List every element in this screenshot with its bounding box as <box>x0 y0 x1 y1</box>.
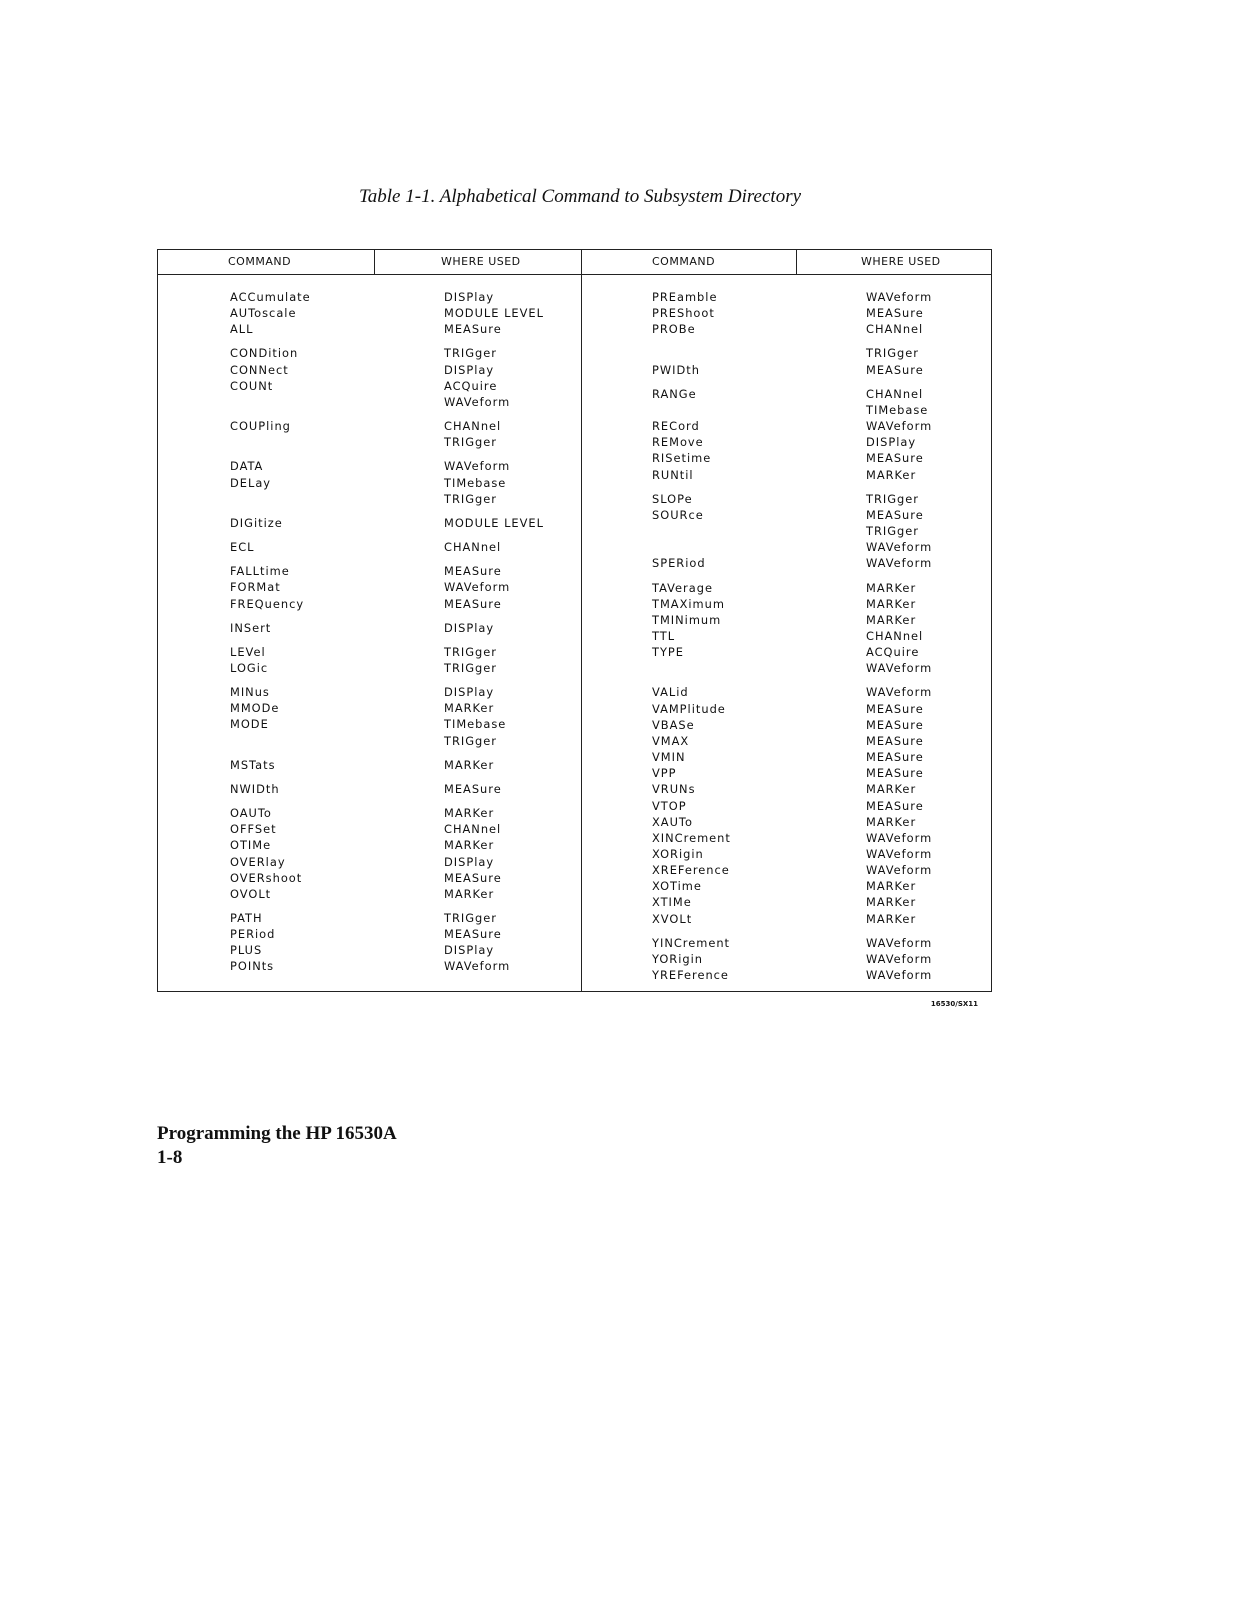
where-used-entry: TRIGger <box>444 435 497 450</box>
command-entry: PROBe <box>652 322 696 337</box>
command-entry: XORigin <box>652 847 704 861</box>
where-used-entry: TIMebase <box>444 717 507 732</box>
command-directory-table <box>157 249 992 992</box>
command-entry: OVOLt <box>230 886 272 901</box>
command-entry <box>652 539 731 555</box>
command-entry: DELay <box>230 475 272 490</box>
where-used-entry: CHANnel <box>444 540 502 555</box>
where-used-entry: WAVeform <box>866 863 933 878</box>
where-used-entry: MARKer <box>444 886 495 901</box>
where-used-entry: MARKer <box>444 806 495 821</box>
where-used-entry: MEASure <box>866 306 924 321</box>
where-used-entry: ACQuire <box>866 645 920 660</box>
where-used-entry: MARKer <box>866 911 917 926</box>
command-entry: PLUS <box>230 943 263 958</box>
command-entry: COUNt <box>230 378 274 393</box>
where-used-entry: TIMebase <box>866 402 929 417</box>
where-used-entry: MEASure <box>444 927 502 942</box>
command-entry: AUToscale <box>230 306 297 321</box>
where-used-entry: MEASure <box>866 451 924 466</box>
command-entry: ALL <box>230 322 254 337</box>
where-used-entry: CHANnel <box>866 386 924 401</box>
where-used-entry: MEASure <box>444 596 502 611</box>
where-used-entry: WAVeform <box>866 935 933 950</box>
command-entry: XAUTo <box>652 814 693 829</box>
where-used-entry: MARKer <box>866 814 917 829</box>
command-entry: FREQuency <box>230 596 305 611</box>
command-entry: OAUTo <box>230 806 272 821</box>
command-entry: VMAX <box>652 733 690 748</box>
where-used-entry: TIMebase <box>444 475 507 490</box>
command-entry: VTOP <box>652 798 687 813</box>
command-entry: CONNect <box>230 362 289 377</box>
command-entry <box>230 434 311 450</box>
where-used-entry: MEASure <box>866 701 924 716</box>
where-used-entry: CHANnel <box>866 322 924 337</box>
where-used-entry: MEASure <box>866 733 924 748</box>
where-used-entry: MEASure <box>444 564 502 579</box>
command-entry: OVERshoot <box>230 870 303 885</box>
where-used-entry: MEASure <box>444 870 502 885</box>
where-used-entry: WAVeform <box>866 290 933 304</box>
command-entry: VRUNs <box>652 782 696 797</box>
where-used-entry: WAVeform <box>866 685 933 700</box>
header-divider <box>374 250 375 274</box>
where-used-entry: TRIGger <box>444 660 497 675</box>
table-caption: Table 1-1. Alphabetical Command to Subsystem Directory <box>358 186 802 207</box>
where-used-entry: DISPlay <box>444 854 495 869</box>
where-used-entry: WAVeform <box>866 847 933 861</box>
command-entry: MSTats <box>230 757 276 772</box>
where-used-entry: WAVeform <box>444 459 511 474</box>
command-entry: VBASe <box>652 717 695 732</box>
command-entry: VAMPlitude <box>652 701 726 716</box>
where-used-entry: MEASure <box>444 322 502 337</box>
where-used-entry: MARKer <box>866 895 917 910</box>
where-used-entry: WAVeform <box>866 540 933 555</box>
where-used-entry: MODULE LEVEL <box>444 306 544 321</box>
where-used-entry: MARKer <box>444 757 495 772</box>
command-entry: XTIMe <box>652 895 692 910</box>
command-entry: XOTime <box>652 879 702 894</box>
command-entry: OFFSet <box>230 822 277 837</box>
command-entry: OVERlay <box>230 854 286 869</box>
command-entry <box>230 491 311 507</box>
command-entry: COUPling <box>230 419 291 434</box>
command-entry: PREShoot <box>652 306 715 321</box>
command-entry: PREamble <box>652 290 718 304</box>
where-used-entry: TRIGger <box>444 911 497 925</box>
command-entry: YINCrement <box>652 935 731 950</box>
header-command-left: COMMAND <box>228 255 292 268</box>
where-used-entry: WAVeform <box>444 580 511 595</box>
header-divider <box>796 250 797 274</box>
command-entry <box>230 733 311 749</box>
where-used-entry: MEASure <box>444 781 502 796</box>
where-used-entry: CHANnel <box>444 419 502 434</box>
command-entry: VMIN <box>652 750 686 765</box>
where-used-entry: MEASure <box>866 362 924 377</box>
command-entry: MINus <box>230 685 270 700</box>
command-entry: FALLtime <box>230 564 290 579</box>
where-used-entry: MEASure <box>866 750 924 765</box>
command-entry: RECord <box>652 419 700 434</box>
command-entry: DATA <box>230 459 264 474</box>
command-entry: PATH <box>230 911 263 925</box>
where-used-entry: TRIGger <box>444 733 497 748</box>
where-used-entry: ACQuire <box>444 378 498 393</box>
command-entry: INSert <box>230 620 272 635</box>
command-entry: VPP <box>652 766 677 781</box>
command-entry <box>230 394 311 410</box>
command-entry: SOURce <box>652 507 704 522</box>
header-command-right: COMMAND <box>652 255 716 268</box>
command-entry: RANGe <box>652 386 697 401</box>
where-used-entry: DISPlay <box>866 435 917 450</box>
where-used-entry: MARKer <box>444 701 495 716</box>
command-entry: LOGic <box>230 660 269 675</box>
where-used-entry: DISPlay <box>444 362 495 377</box>
command-entry: TMINimum <box>652 612 722 627</box>
where-used-entry: MARKer <box>444 838 495 853</box>
where-used-entry: MARKer <box>866 782 917 797</box>
where-used-entry: MEASure <box>866 798 924 813</box>
table-header-row <box>158 250 991 275</box>
where-used-entry: CHANnel <box>444 822 502 837</box>
command-entry: LEVel <box>230 644 266 659</box>
command-entry: OTIMe <box>230 838 272 853</box>
command-entry: MODE <box>230 717 269 732</box>
command-entry: ACCumulate <box>230 290 311 304</box>
left-command-column <box>230 289 311 975</box>
where-used-entry: WAVeform <box>444 394 511 409</box>
command-entry: MMODe <box>230 701 280 716</box>
command-entry: TAVerage <box>652 580 713 595</box>
where-used-entry: WAVeform <box>866 830 933 845</box>
where-used-entry: DISPlay <box>444 943 495 958</box>
where-used-entry: MODULE LEVEL <box>444 515 544 530</box>
where-used-entry: WAVeform <box>444 959 511 974</box>
where-used-entry: MARKer <box>866 580 917 595</box>
header-where-used-left: WHERE USED <box>441 255 521 268</box>
where-used-entry: TRIGger <box>866 524 919 539</box>
where-used-entry: TRIGger <box>444 491 497 506</box>
command-entry: RUNtil <box>652 467 694 482</box>
command-entry: SLOPe <box>652 491 693 506</box>
command-entry: SPERiod <box>652 556 706 571</box>
where-used-entry: WAVeform <box>866 556 933 571</box>
command-entry: ECL <box>230 540 255 555</box>
left-where-used-column <box>444 289 544 975</box>
command-entry: REMove <box>652 435 704 450</box>
command-entry: XVOLt <box>652 911 693 926</box>
where-used-entry: DISPlay <box>444 290 495 304</box>
footer-page-number: 1-8 <box>157 1147 183 1168</box>
command-entry: VALid <box>652 685 689 700</box>
where-used-entry: TRIGger <box>866 491 919 506</box>
where-used-entry: MEASure <box>866 766 924 781</box>
where-used-entry: CHANnel <box>866 628 924 643</box>
command-entry: RISetime <box>652 451 712 466</box>
figure-code: 16530/SX11 <box>930 1000 978 1008</box>
right-command-column <box>652 289 731 983</box>
where-used-entry: DISPlay <box>444 685 495 700</box>
page-footer <box>157 1122 397 1170</box>
where-used-entry: TRIGger <box>444 644 497 659</box>
command-entry: XREFerence <box>652 863 730 878</box>
where-used-entry: MEASure <box>866 507 924 522</box>
command-entry: DIGitize <box>230 515 283 530</box>
where-used-entry: WAVeform <box>866 419 933 434</box>
command-entry: XINCrement <box>652 830 731 845</box>
where-used-entry: MARKer <box>866 596 917 611</box>
where-used-entry: WAVeform <box>866 661 933 676</box>
right-where-used-column <box>866 289 932 983</box>
command-entry: FORMat <box>230 580 281 595</box>
center-divider <box>581 250 582 991</box>
footer-title: Programming the HP 16530A <box>157 1123 397 1144</box>
where-used-entry: WAVeform <box>866 951 933 966</box>
where-used-entry: MARKer <box>866 879 917 894</box>
where-used-entry: MARKer <box>866 612 917 627</box>
command-entry <box>652 660 731 676</box>
command-entry: TYPE <box>652 645 684 660</box>
where-used-entry: DISPlay <box>444 620 495 635</box>
command-entry: PWIDth <box>652 362 700 377</box>
command-entry: CONDition <box>230 346 299 361</box>
where-used-entry: TRIGger <box>444 346 497 361</box>
header-where-used-right: WHERE USED <box>861 255 941 268</box>
where-used-entry: WAVeform <box>866 968 933 983</box>
where-used-entry: MEASure <box>866 717 924 732</box>
where-used-entry: TRIGger <box>866 346 919 361</box>
command-entry: TMAXimum <box>652 596 725 611</box>
command-entry: YORigin <box>652 951 703 966</box>
command-entry <box>652 345 731 361</box>
command-entry: YREFerence <box>652 968 729 983</box>
command-entry: PERiod <box>230 927 276 942</box>
command-entry: NWIDth <box>230 781 280 796</box>
command-entry <box>652 523 731 539</box>
command-entry <box>652 402 731 418</box>
command-entry: TTL <box>652 628 676 643</box>
where-used-entry: MARKer <box>866 467 917 482</box>
command-entry: POINts <box>230 959 275 974</box>
